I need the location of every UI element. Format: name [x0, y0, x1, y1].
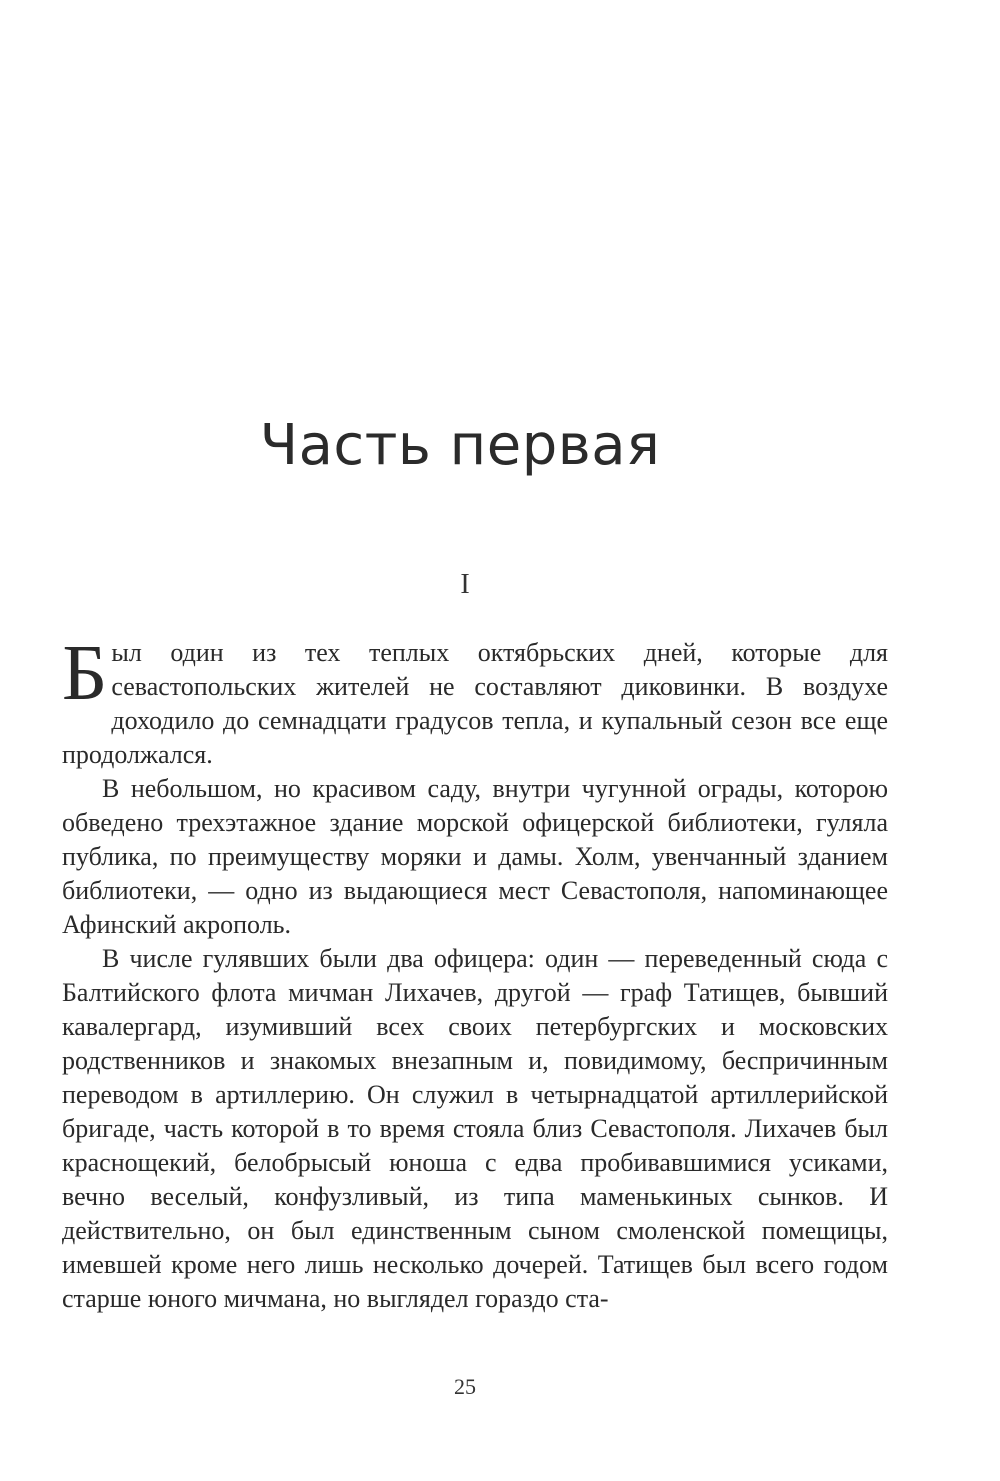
body-text [62, 630, 888, 1316]
paragraph-3: В числе гулявших были два офицера: один — переведенный сюда с Балтийского флота мичман Лихачев, другой — граф Татищев, бывший кавалергард, изумивший всех своих петербургских и московских родственников и знакомых внезапным и, повидимому, беспричинным переводом в артиллерию. Он служил в четырнадцатой артиллерийской бригаде, часть которой в то время стояла близ Севастополя. Лихачев был краснощекий, белобрысый юноша с едва пробивавшимися усиками, вечно веселый, конфузливый, из типа маменькиных сынков. И действительно, он был единственным сыном смоленской помещицы, имевшей кроме него лишь несколько дочерей. Татищев был всего годом старше юного мичмана, но выглядел гораздо ста- [62, 944, 888, 1313]
drop-cap: Б [62, 630, 108, 717]
paragraph-1 [62, 630, 888, 772]
part-title: Часть первая [259, 413, 661, 478]
page-number: 25 [454, 1374, 476, 1399]
paragraph-2: В небольшом, но красивом саду, внутри чугунной ограды, которою обведено трехэтажное здание морской офицерской библиотеки, гуляла публика, по преимуществу моряки и дамы. Холм, увенчанный зданием библиотеки, — одно из выдающиеся мест Севастополя, напоминающее Афинский акрополь. [62, 774, 888, 939]
chapter-number: I [460, 569, 470, 600]
paragraph-1-text: ыл один из тех теплых октябрьских дней, которые для севастопольских жителей не составляют диковинки. В воздухе доходило до семнадцати градусов тепла, и купальный сезон все еще продолжался. [62, 638, 888, 769]
